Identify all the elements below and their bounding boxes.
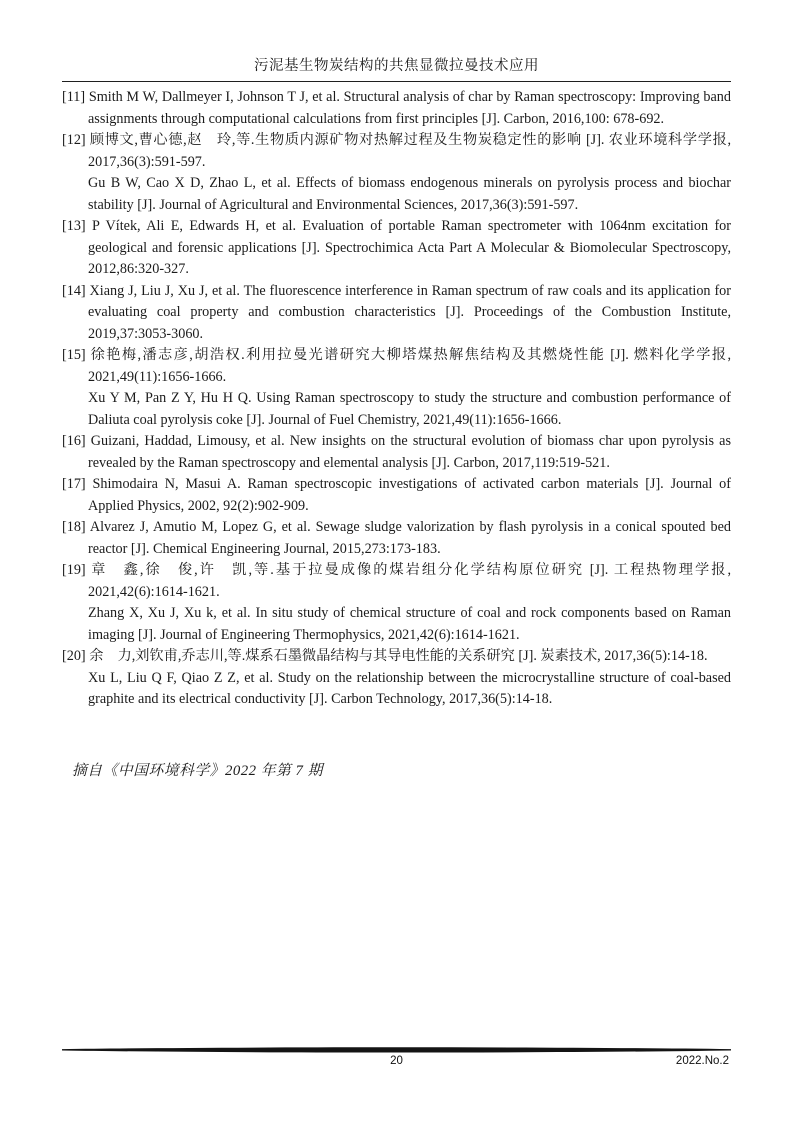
reference-label: [15] xyxy=(62,347,86,363)
reference-citation: [18] Alvarez J, Amutio M, Lopez G, et al. Sewage sludge valorization by flash pyrolysis in a conical spouted bed reactor [J]. Chemical Engineering Journal, 2015,273:173-183. xyxy=(62,519,731,557)
reference-label: [12] xyxy=(62,132,86,148)
reference-citation: [15] 徐艳梅,潘志彦,胡浩权.利用拉曼光谱研究大柳塔煤热解焦结构及其燃烧性能 [J]. 燃料化学学报, 2021,49(11):1656-1666. xyxy=(62,347,731,385)
reference-item xyxy=(62,345,731,431)
reference-label: [19] xyxy=(62,562,86,578)
reference-label: [13] xyxy=(62,218,86,234)
reference-label: [20] xyxy=(62,648,86,664)
reference-citation: [12] 顾博文,曹心德,赵 玲,等.生物质内源矿物对热解过程及生物炭稳定性的影响 [J]. 农业环境科学学报, 2017,36(3):591-597. xyxy=(62,132,731,170)
reference-label: [14] xyxy=(62,282,86,299)
reference-item xyxy=(62,646,731,711)
footer-rule xyxy=(62,1046,731,1054)
reference-citation: [17] Shimodaira N, Masui A. Raman spectroscopic investigations of activated carbon materials [J]. Journal of Applied Physics, 2002, 92(2):902-909. xyxy=(62,476,731,514)
footer-row xyxy=(62,1055,731,1071)
reference-citation: [14] Xiang J, Liu J, Xu J, et al. The fluorescence interference in Raman spectrum of raw coals and its application for evaluating coal property and combustion characteristics [J]. Proceedings of the Combustion Institute, 2019,37:3053-3060. xyxy=(62,282,731,342)
reference-label: [18] xyxy=(62,519,86,535)
reference-translation: Xu Y M, Pan Z Y, Hu H Q. Using Raman spectroscopy to study the structure and combustion performance of Daliuta coal pyrolysis coke [J]. Journal of Fuel Chemistry, 2021,49(11):1656-1666. xyxy=(88,390,731,428)
source-note: 摘自《中国环境科学》2022 年第 7 期 xyxy=(72,762,323,779)
reference-item xyxy=(62,130,731,216)
reference-translation: Zhang X, Xu J, Xu k, et al. In situ study of chemical structure of coal and rock components based on Raman imaging [J]. Journal of Engineering Thermophysics, 2021,42(6):1614-1621. xyxy=(88,605,731,643)
reference-item xyxy=(62,560,731,646)
issue-label: 2022.No.2 xyxy=(675,1055,729,1067)
reference-item xyxy=(62,281,731,346)
page-footer xyxy=(62,1046,731,1071)
reference-translation: Xu L, Liu Q F, Qiao Z Z, et al. Study on the relationship between the microcrystalline structure of coal-based graphite and its electrical conductivity [J]. Carbon Technology, 2017,36(5):14-18. xyxy=(88,669,731,707)
references-section xyxy=(62,87,731,781)
reference-citation: [19] 章 鑫,徐 俊,许 凯,等.基于拉曼成像的煤岩组分化学结构原位研究 [J]. 工程热物理学报, 2021,42(6):1614-1621. xyxy=(62,562,731,600)
reference-label: [16] xyxy=(62,433,86,449)
reference-label: [11] xyxy=(62,89,86,105)
reference-citation: [20] 余 力,刘钦甫,乔志川,等.煤系石墨微晶结构与其导电性能的关系研究 [J]. 炭素技术, 2017,36(5):14-18. xyxy=(62,648,708,664)
running-title: 污泥基生物炭结构的共焦显微拉曼技术应用 xyxy=(254,58,539,74)
header-rule xyxy=(62,81,731,82)
reference-item xyxy=(62,474,731,517)
reference-translation: Gu B W, Cao X D, Zhao L, et al. Effects of biomass endogenous minerals on pyrolysis process and biochar stability [J]. Journal of Agricultural and Environmental Sciences, 2017,36(3):591-597. xyxy=(88,175,731,213)
page-number: 20 xyxy=(390,1055,403,1067)
reference-item xyxy=(62,216,731,281)
references-list xyxy=(62,87,731,711)
page-header xyxy=(62,57,731,82)
reference-item xyxy=(62,431,731,474)
reference-label: [17] xyxy=(62,476,86,492)
reference-citation: [16] Guizani, Haddad, Limousy, et al. New insights on the structural evolution of biomass char upon pyrolysis as revealed by the Raman spectroscopy and elemental analysis [J]. Carbon, 2017,119:519-521. xyxy=(62,433,731,471)
reference-item xyxy=(62,87,731,130)
reference-item xyxy=(62,517,731,560)
reference-citation: [13] P Vítek, Ali E, Edwards H, et al. Evaluation of portable Raman spectrometer with 1064nm excitation for geological and forensic applications [J]. Spectrochimica Acta Part A Molecular & Biomolecular Spectroscopy, 2012,86:320-327. xyxy=(62,218,731,277)
reference-citation: [11] Smith M W, Dallmeyer I, Johnson T J, et al. Structural analysis of char by Raman spectroscopy: Improving band assignments through computational calculations from first principles [J]. Carbon, 2016,100: 678-692. xyxy=(62,89,731,127)
